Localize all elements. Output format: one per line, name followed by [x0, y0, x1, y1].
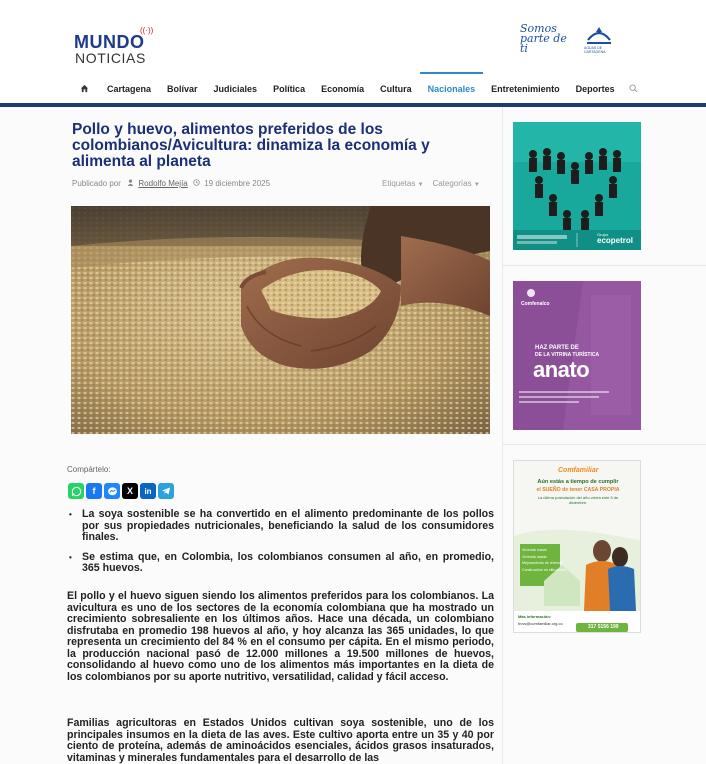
site-header: [0, 0, 706, 108]
signal-icon: ((·)): [140, 26, 154, 35]
comfamiliar-ad[interactable]: [513, 460, 641, 633]
ad3-option: Vivienda nueva: [522, 548, 547, 552]
ecopetrol-ad[interactable]: [513, 122, 641, 250]
main-nav: [72, 74, 644, 102]
ecopetrol-ad-graphic: [513, 122, 641, 250]
hero-image: [71, 206, 490, 434]
whatsapp-icon[interactable]: [68, 483, 84, 499]
ad2-headline1: HAZ PARTE DE: [535, 345, 579, 351]
caret-down-icon: ▼: [473, 182, 480, 188]
nav-politica[interactable]: Política: [273, 84, 306, 94]
highlight-item: • Se estima que, en Colombia, los colombianos consumen al año, en promedio, 365 huevos.: [66, 552, 494, 575]
anato-ad[interactable]: [513, 281, 641, 430]
logo-line1: MUNDO: [74, 32, 145, 52]
publish-date: 19 diciembre 2025: [204, 179, 271, 188]
ad2-headline2: DE LA VITRINA TURÍSTICA: [535, 352, 600, 358]
ad3-info-label: Más información:: [518, 614, 552, 619]
tags-dropdown[interactable]: Etiquetas ▼: [382, 179, 424, 188]
messenger-icon[interactable]: [104, 483, 120, 499]
sponsor-logo[interactable]: [520, 22, 624, 55]
home-icon[interactable]: [72, 74, 99, 102]
site-logo[interactable]: [74, 26, 164, 66]
sidebar-divider: [503, 444, 706, 445]
author-link[interactable]: Rodolfo Mejía: [138, 179, 188, 188]
clock-icon: [193, 179, 202, 188]
sponsor-name: AGUAS DE CARTAGENA: [584, 46, 606, 54]
anato-logo: anato: [533, 357, 590, 382]
sidebar-divider: [503, 265, 706, 266]
ad3-line2: el SUEÑO de tener CASA PROPIA: [536, 487, 620, 493]
user-icon: [127, 179, 136, 188]
article-meta: [72, 179, 270, 188]
article-paragraph: El pollo y el huevo siguen siendo los alimentos preferidos para los colombianos. La avicultura es uno de los sectores de la economía colombiana que ha mostrado un crecimiento sobresaliente en los últimos años. Hace una década, un colombiano disfrutaba en promedio 198 huevos al año, y hoy alcanza las 365 unidades, lo que representa un crecimiento del 84 % en el consumo per cápita. En el mismo periodo, la producción nacional pasó de 12.000 millones a 19.500 millones de huevos, consolidando al huevo como uno de los alimentos más importantes en la dieta de los colombianos por su aporte nutritivo, versatilidad, calidad y fácil acceso.: [67, 590, 494, 683]
linkedin-icon[interactable]: in: [140, 483, 156, 499]
ad3-option: Construcción en sitio propio: [522, 567, 567, 572]
nav-cultura[interactable]: Cultura: [380, 84, 412, 94]
ad3-option: Vivienda usada: [522, 554, 547, 559]
ad1-line1: Grupo: [597, 232, 609, 237]
sponsor-slogan: Somos parte de ti: [520, 22, 567, 55]
article-highlights: [66, 509, 494, 583]
nav-entretenimiento[interactable]: Entretenimiento: [491, 84, 560, 94]
share-label: Compártelo:: [67, 465, 111, 474]
sidebar: [502, 107, 706, 764]
search-icon[interactable]: [623, 74, 644, 102]
nav-judiciales[interactable]: Judiciales: [213, 84, 258, 94]
ad3-phone: 317 5156 199: [588, 624, 619, 630]
ecopetrol-logo: ecopetrol: [597, 236, 634, 245]
nav-bolivar[interactable]: Bolívar: [167, 84, 198, 94]
nav-cartagena[interactable]: Cartagena: [107, 84, 152, 94]
article-paragraph: Familias agricultoras en Estados Unidos cultivan soya sostenible, uno de los principales insumos en la dieta de las aves. Este cultivo aporta entre un 35 y 40 por ciento de proteína, además de aminoácidos esenciales, ácidos grasos insaturados, vitaminas y minerales fundamentales para el desarrollo de las: [67, 717, 494, 764]
nav-economia[interactable]: Economía: [321, 84, 365, 94]
comfamiliar-logo: Comfamiliar: [558, 467, 599, 474]
nav-deportes[interactable]: Deportes: [575, 84, 615, 94]
highlight-item: • La soya sostenible se ha convertido en el alimento predominante de los pollos por sus propiedades nutricionales, beneficiando la salud de los consumidores finales.: [66, 509, 494, 544]
x-twitter-icon[interactable]: X: [122, 483, 138, 499]
comfenalco-logo: Comfenalco: [521, 301, 550, 307]
article-title: Pollo y huevo, alimentos preferidos de los colombianos/Avicultura: dinamiza la economía y alimenta al planeta: [72, 121, 430, 170]
published-by-label: Publicado por: [72, 179, 121, 188]
ad3-line1: Aún estás a tiempo de cumplir: [537, 479, 619, 485]
aguas-cartagena-logo-icon: [584, 24, 614, 46]
logo-line2: NOTICIAS: [75, 50, 146, 66]
main-area: [0, 107, 706, 764]
ad3-email: bvvs@comfamiliar.org.co: [518, 621, 563, 626]
ad3-options: [522, 547, 566, 573]
article-taxonomy: [382, 179, 480, 188]
facebook-icon[interactable]: f: [86, 483, 102, 499]
caret-down-icon: ▼: [417, 182, 424, 188]
ad3-option: Mejoramiento de vivienda: [522, 561, 563, 565]
categories-dropdown[interactable]: Categorías ▼: [432, 179, 480, 188]
telegram-icon[interactable]: [158, 483, 174, 499]
share-buttons: [68, 483, 174, 499]
nav-nacionales[interactable]: Nacionales: [420, 74, 484, 102]
ad3-line3: La última postulación del año cierra este 5 de diciembre.: [537, 495, 619, 505]
